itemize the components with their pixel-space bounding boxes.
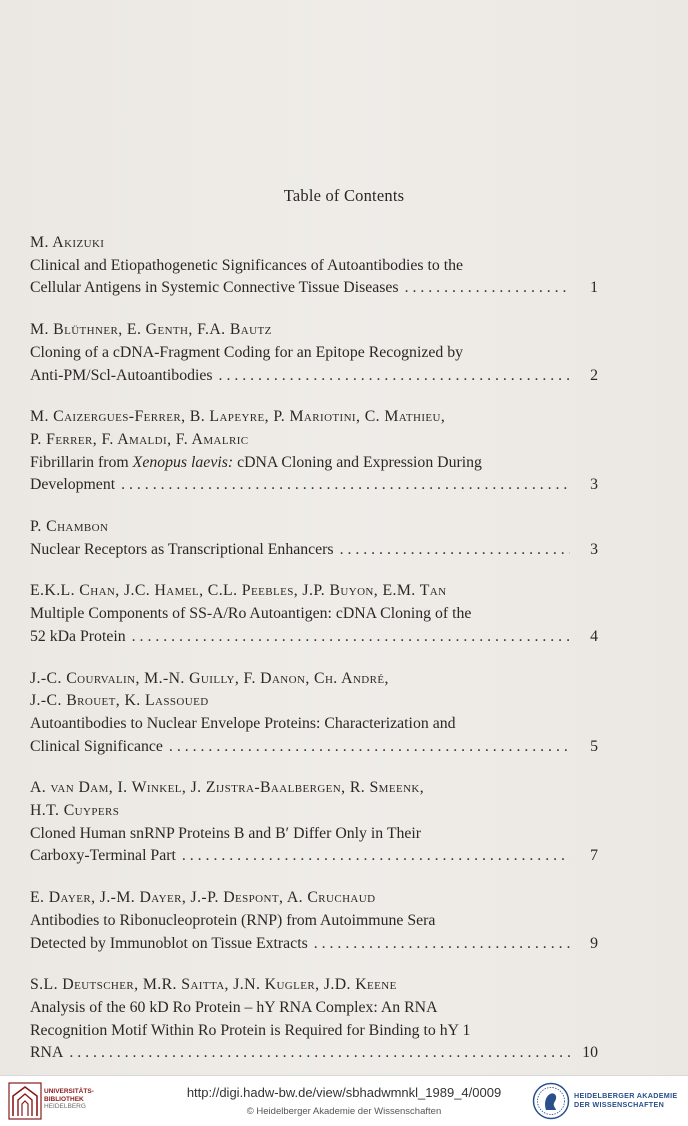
entry-title-line: Antibodies to Ribonucleoprotein (RNP) from Autoimmune Sera [30, 911, 436, 929]
dot-leader [314, 933, 570, 956]
entry-title-line: Cellular Antigens in Systemic Connective Tissue Diseases [30, 279, 399, 297]
toc-entry [30, 668, 598, 759]
entry-title-line: Nuclear Receptors as Transcriptional Enhancers [30, 540, 334, 558]
dot-leader [405, 277, 570, 300]
entry-authors: H.T. Cuypers [30, 802, 120, 820]
entry-last-line [30, 474, 598, 497]
toc-entry [30, 777, 598, 868]
entry-title-text: Fibrillarin from [30, 453, 133, 471]
entry-last-line [30, 277, 598, 300]
toc-list [30, 232, 598, 1075]
entry-title-line [30, 452, 598, 475]
entry-title-line: Autoantibodies to Nuclear Envelope Proteins: Characterization and [30, 714, 456, 732]
toc-entry [30, 974, 598, 1065]
entry-title-line: Detected by Immunoblot on Tissue Extracts [30, 934, 308, 952]
academy-name-line: DER WISSENSCHAFTEN [574, 1100, 665, 1109]
entry-last-line [30, 365, 598, 388]
academy-name [574, 1091, 677, 1109]
dot-leader [132, 626, 570, 649]
page-number[interactable]: 7 [590, 847, 598, 865]
entry-authors: A. van Dam, I. Winkel, J. Zijstra-Baalbergen, R. Smeenk, [30, 779, 425, 797]
entry-title-line: 52 kDa Protein [30, 627, 126, 645]
library-name-line: HEIDELBERG [44, 1103, 86, 1110]
dot-leader [121, 474, 570, 497]
entry-authors: S.L. Deutscher, M.R. Saitta, J.N. Kugler, J.D. Keene [30, 976, 397, 994]
toc-entry [30, 580, 598, 648]
entry-last-line [30, 539, 598, 562]
page-number[interactable]: 2 [590, 366, 598, 384]
entry-last-line [30, 933, 598, 956]
entry-title-line: Multiple Components of SS-A/Ro Autoantigen: cDNA Cloning of the [30, 605, 472, 623]
toc-entry [30, 406, 598, 497]
entry-authors: P. Ferrer, F. Amaldi, F. Amalric [30, 430, 249, 448]
entry-title-line: Cloning of a cDNA-Fragment Coding for an Epitope Recognized by [30, 343, 464, 361]
entry-last-line [30, 1042, 598, 1065]
academy-seal-icon[interactable] [532, 1082, 570, 1120]
entry-authors: E. Dayer, J.-M. Dayer, J.-P. Despont, A. Cruchaud [30, 889, 376, 907]
entry-authors: M. Caizergues-Ferrer, B. Lapeyre, P. Mariotini, C. Mathieu, [30, 408, 446, 426]
entry-last-line [30, 736, 598, 759]
entry-title-line: Cloned Human snRNP Proteins B and B′ Differ Only in Their [30, 824, 422, 842]
toc-entry [30, 887, 598, 955]
entry-title-line: Clinical and Etiopathogenetic Significances of Autoantibodies to the [30, 256, 463, 274]
toc-entry [30, 319, 598, 387]
entry-title-line: Recognition Motif Within Ro Protein is Required for Binding to hY 1 [30, 1021, 471, 1039]
entry-title-line: Anti-PM/Scl-Autoantibodies [30, 366, 213, 384]
entry-authors: E.K.L. Chan, J.C. Hamel, C.L. Peebles, J.P. Buyon, E.M. Tan [30, 582, 447, 600]
dot-leader [169, 736, 570, 759]
entry-authors: P. Chambon [30, 518, 109, 536]
page-number[interactable]: 10 [582, 1044, 598, 1062]
academy-name-line: HEIDELBERGER AKADEMIE [574, 1091, 678, 1100]
entry-title-line: Clinical Significance [30, 737, 163, 755]
page-number[interactable]: 3 [590, 540, 598, 558]
entry-title-line: RNA [30, 1044, 64, 1062]
entry-authors: M. Akizuki [30, 234, 105, 251]
toc-entry [30, 232, 598, 300]
entry-authors: M. Blüthner, E. Genth, F.A. Bautz [30, 321, 272, 339]
entry-authors: J.-C. Courvalin, M.-N. Guilly, F. Danon, Ch. André, [30, 669, 389, 687]
permalink-url[interactable]: http://digi.hadw-bw.de/view/sbhadwmnkl_1989_4/0009 [186, 1085, 502, 1100]
entry-title-line: Carboxy-Terminal Part [30, 847, 176, 865]
page-number[interactable]: 9 [590, 934, 598, 952]
page-number[interactable]: 5 [590, 737, 598, 755]
page-number[interactable]: 1 [590, 279, 598, 297]
entry-last-line [30, 626, 598, 649]
dot-leader [219, 365, 570, 388]
library-name-line: UNIVERSITÄTS- [44, 1088, 94, 1095]
dot-leader [182, 845, 570, 868]
dot-leader [69, 1042, 570, 1065]
library-name-line: BIBLIOTHEK [44, 1095, 84, 1103]
copyright-text: © Heidelberger Akademie der Wissenschaften [246, 1106, 442, 1117]
entry-title-italic: Xenopus laevis: [132, 453, 234, 471]
page-number[interactable]: 4 [590, 627, 598, 645]
entry-authors: J.-C. Brouet, K. Lassoued [30, 692, 209, 710]
page-title: Table of Contents [283, 186, 405, 205]
entry-title-text: cDNA Cloning and Expression During [233, 453, 482, 471]
entry-title-line: Analysis of the 60 kD Ro Protein – hY RNA Complex: An RNA [30, 998, 438, 1016]
entry-title-line: Development [30, 476, 116, 494]
dot-leader [340, 539, 570, 562]
entry-last-line [30, 845, 598, 868]
toc-entry [30, 516, 598, 561]
viewer-footer [0, 1075, 688, 1126]
page-number[interactable]: 3 [590, 476, 598, 494]
